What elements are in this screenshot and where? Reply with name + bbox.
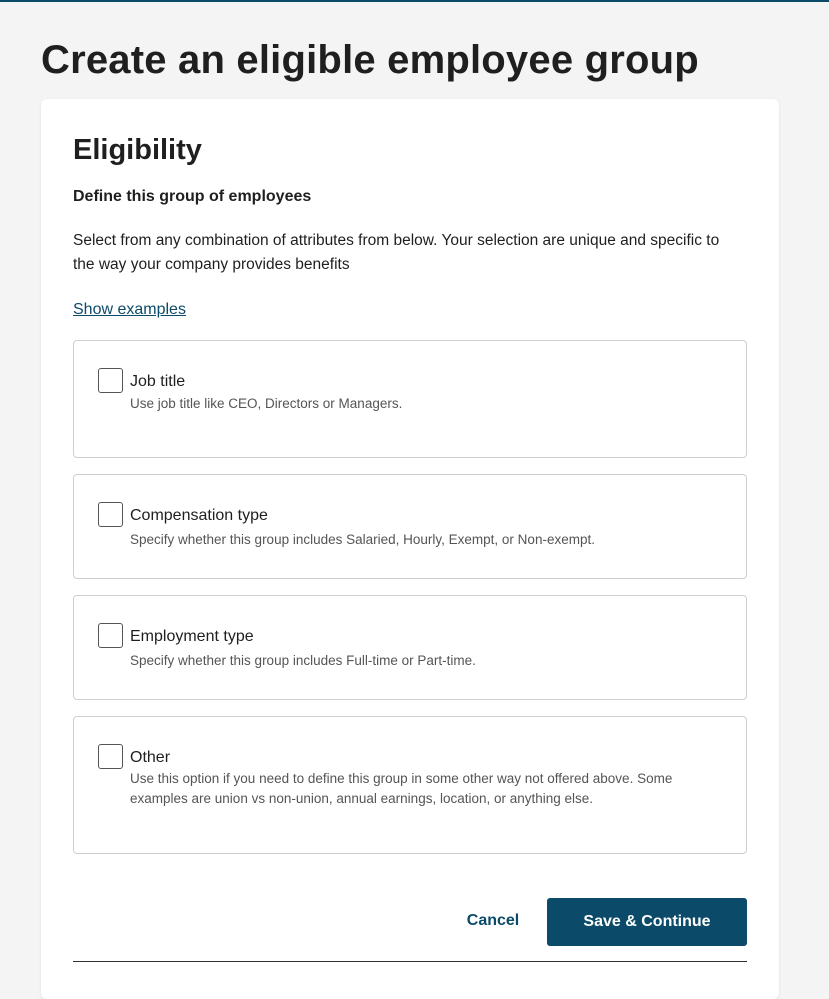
cancel-button[interactable]: Cancel (453, 905, 533, 937)
show-examples-link[interactable]: Show examples (73, 301, 186, 318)
employment-type-checkbox[interactable] (98, 623, 123, 648)
option-label: Job title (130, 373, 186, 390)
footer-divider (73, 961, 747, 962)
page-title: Create an eligible employee group (41, 38, 699, 82)
option-label: Employment type (130, 628, 254, 645)
option-help-text: Use this option if you need to define this group in some other way not offered above. Some examples are union vs non-union, annual earnings, location, or anything else. (130, 771, 673, 806)
job-title-checkbox[interactable] (98, 368, 123, 393)
option-help-text: Use job title like CEO, Directors or Managers. (130, 396, 403, 411)
option-employment-type[interactable] (73, 595, 747, 700)
option-other[interactable] (73, 716, 747, 854)
option-help-text: Specify whether this group includes Full-time or Part-time. (130, 653, 476, 668)
section-heading: Eligibility (73, 134, 202, 166)
section-subtitle: Define this group of employees (73, 188, 312, 205)
option-label: Compensation type (130, 507, 268, 524)
save-continue-button[interactable]: Save & Continue (547, 898, 747, 946)
option-help-text: Specify whether this group includes Salaried, Hourly, Exempt, or Non-exempt. (130, 532, 595, 547)
eligibility-card (41, 99, 779, 999)
section-description: Select from any combination of attributes from below. Your selection are unique and specific to the way your company provides benefits (73, 232, 720, 273)
option-label: Other (130, 749, 171, 766)
top-accent-bar (0, 0, 829, 2)
option-compensation-type[interactable] (73, 474, 747, 579)
other-checkbox[interactable] (98, 744, 123, 769)
compensation-type-checkbox[interactable] (98, 502, 123, 527)
option-job-title[interactable] (73, 340, 747, 458)
